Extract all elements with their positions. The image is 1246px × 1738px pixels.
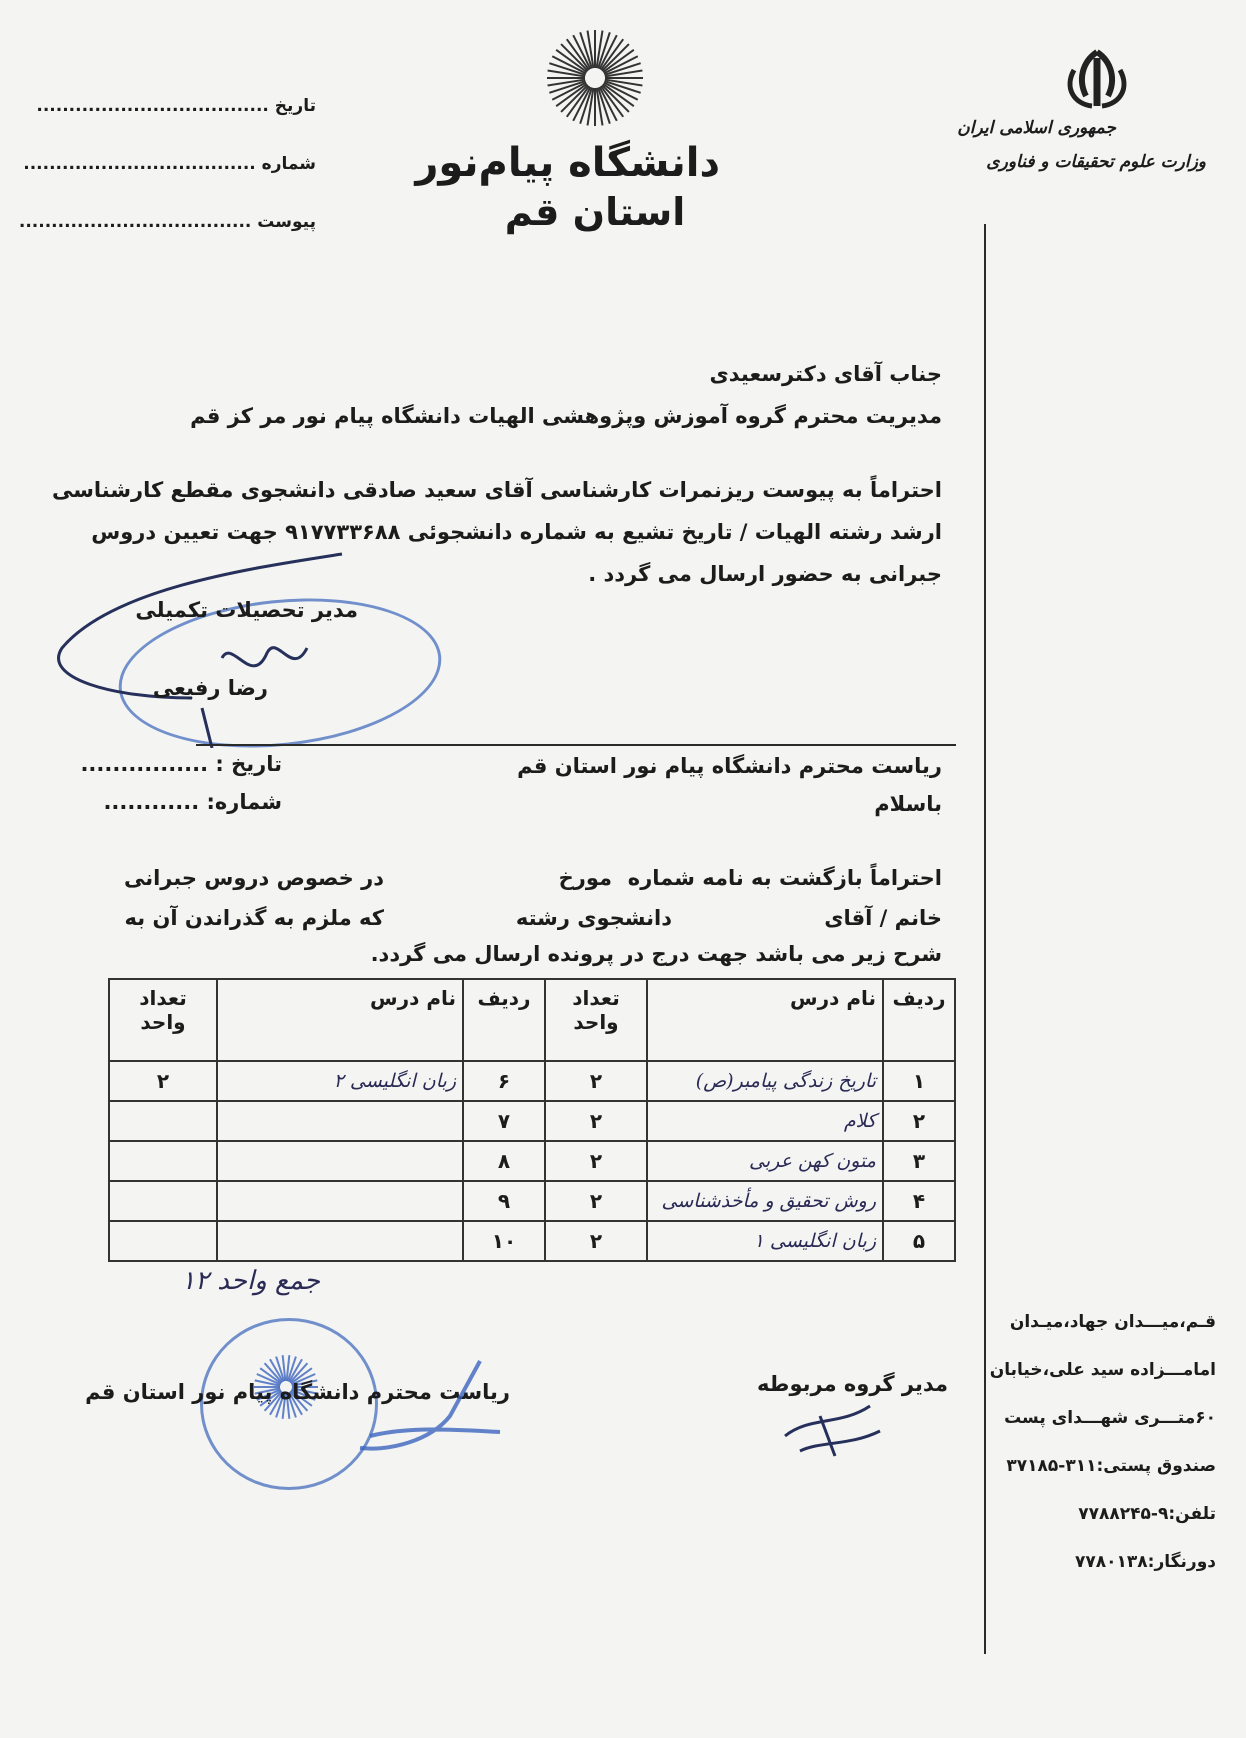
- header-row-num-2: ردیف: [463, 979, 545, 1061]
- iran-emblem-icon: [1062, 48, 1132, 110]
- handwritten-total: جمع واحد ۱۲: [181, 1266, 320, 1296]
- row-number: ۲: [883, 1101, 955, 1141]
- course-name: کلام: [647, 1101, 883, 1141]
- emblem-caption-1: جمهوری اسلامی ایران: [957, 118, 1116, 138]
- row-number: ۸: [463, 1141, 545, 1181]
- table-header-row: [109, 979, 955, 1061]
- section-divider: [196, 744, 956, 746]
- row-number: ۷: [463, 1101, 545, 1141]
- row-number: ۶: [463, 1061, 545, 1101]
- header-course-2: نام درس: [217, 979, 463, 1061]
- course-name: زبان انگلیسی ۲: [217, 1061, 463, 1101]
- course-name: [217, 1181, 463, 1221]
- course-units: ۲: [545, 1181, 647, 1221]
- course-units: [109, 1101, 217, 1141]
- course-units: [109, 1181, 217, 1221]
- course-name: [217, 1101, 463, 1141]
- contact-line-4: صندوق پستی:۳۱۱-۳۷۱۸۵: [1006, 1456, 1216, 1476]
- table-row: [109, 1101, 955, 1141]
- header-row-num-1: ردیف: [883, 979, 955, 1061]
- contact-line-1: قـم،میـــدان جهاد،میـدان: [1009, 1312, 1216, 1332]
- row-number: ۴: [883, 1181, 955, 1221]
- course-name: تاریخ زندگی پیامبر(ص): [647, 1061, 883, 1101]
- table-row: [109, 1221, 955, 1261]
- reply-greeting: باسلام: [874, 792, 942, 816]
- header-date-field: تاریخ ....................................: [36, 96, 316, 116]
- contact-line-6: دورنگار:۷۷۸۰۱۳۸: [1075, 1552, 1216, 1572]
- header-units-2: تعداد واحد: [109, 979, 217, 1061]
- emblem-caption-2: وزارت علوم تحقیقات و فناوری: [986, 152, 1206, 172]
- course-name: [217, 1221, 463, 1261]
- reply-line2-right: خانم / آقای: [824, 906, 942, 930]
- course-name: متون کهن عربی: [647, 1141, 883, 1181]
- reply-addressee: ریاست محترم دانشگاه پیام نور استان قم: [517, 754, 942, 778]
- reply-line1-mid: مورخ: [558, 866, 612, 890]
- course-units: ۲: [545, 1101, 647, 1141]
- signature-scribble-icon: [52, 548, 352, 748]
- header-number-field: شماره ....................................: [23, 154, 316, 174]
- dept-head-label: مدیر گروه مربوطه: [756, 1372, 948, 1396]
- row-number: ۵: [883, 1221, 955, 1261]
- president-signature-icon: [350, 1356, 510, 1456]
- course-units: ۲: [545, 1141, 647, 1181]
- salutation: جناب آقای دکترسعیدی: [709, 362, 942, 386]
- row-number: ۳: [883, 1141, 955, 1181]
- contact-line-5: تلفن:۹-۷۷۸۸۲۴۵: [1078, 1504, 1216, 1524]
- body-line-1: احتراماً به پیوست ریزنمرات کارشناسی آقای سعید صادقی دانشجوی مقطع کارشناسی: [52, 478, 942, 502]
- body-line-2: ارشد رشته الهیات / تاریخ تشیع به شماره دانشجوئی ۹۱۷۷۳۳۶۸۸ جهت تعیین دروس: [91, 520, 942, 544]
- course-name: زبان انگلیسی ۱: [647, 1221, 883, 1261]
- reply-line1-right: احتراماً بازگشت به نامه شماره: [627, 866, 942, 890]
- course-units: ۲: [109, 1061, 217, 1101]
- reply-line2-left: که ملزم به گذراندن آن به: [124, 906, 384, 930]
- reply-number-field: شماره: ............: [103, 790, 282, 814]
- reply-date-field: تاریخ : ................: [80, 752, 282, 776]
- contact-line-2: امامـــزاده سید علی،خیابان: [989, 1360, 1216, 1380]
- course-units: ۲: [545, 1221, 647, 1261]
- table-row: [109, 1061, 955, 1101]
- row-number: ۱۰: [463, 1221, 545, 1261]
- course-units: ۲: [545, 1061, 647, 1101]
- reply-line3: شرح زیر می باشد جهت درج در پرونده ارسال می گردد.: [370, 942, 942, 966]
- table-row: [109, 1141, 955, 1181]
- course-units: [109, 1141, 217, 1181]
- header-course-1: نام درس: [647, 979, 883, 1061]
- province-name: استان قم: [504, 190, 686, 234]
- table-row: [109, 1181, 955, 1221]
- university-logo-icon: [540, 28, 650, 128]
- dept-head-signature-icon: [780, 1396, 890, 1466]
- signer-name: رضا رفیعی: [152, 676, 268, 700]
- university-name: دانشگاه پیام‌نور: [415, 140, 720, 186]
- recipient: مدیریت محترم گروه آموزش وپژوهشی الهیات دانشگاه پیام نور مر کز قم: [190, 404, 942, 428]
- row-number: ۹: [463, 1181, 545, 1221]
- course-table: [108, 978, 956, 1262]
- contact-line-3: ۶۰متـــری شهـــدای پست: [1004, 1408, 1216, 1428]
- course-name: [217, 1141, 463, 1181]
- reply-line1-left: در خصوص دروس جبرانی: [123, 866, 384, 890]
- header-units-1: تعداد واحد: [545, 979, 647, 1061]
- course-name: روش تحقیق و مأخذشناسی: [647, 1181, 883, 1221]
- row-number: ۱: [883, 1061, 955, 1101]
- header-attachment-field: پیوست ....................................: [18, 212, 316, 232]
- body-line-3: جبرانی به حضور ارسال می گردد .: [588, 562, 942, 586]
- course-units: [109, 1221, 217, 1261]
- signer-title: مدیر تحصیلات تکمیلی: [135, 598, 358, 622]
- reply-line2-mid: دانشجوی رشته: [515, 906, 672, 930]
- president-line: ریاست محترم دانشگاه پیام نور استان قم: [85, 1380, 510, 1404]
- margin-divider: [984, 224, 986, 1654]
